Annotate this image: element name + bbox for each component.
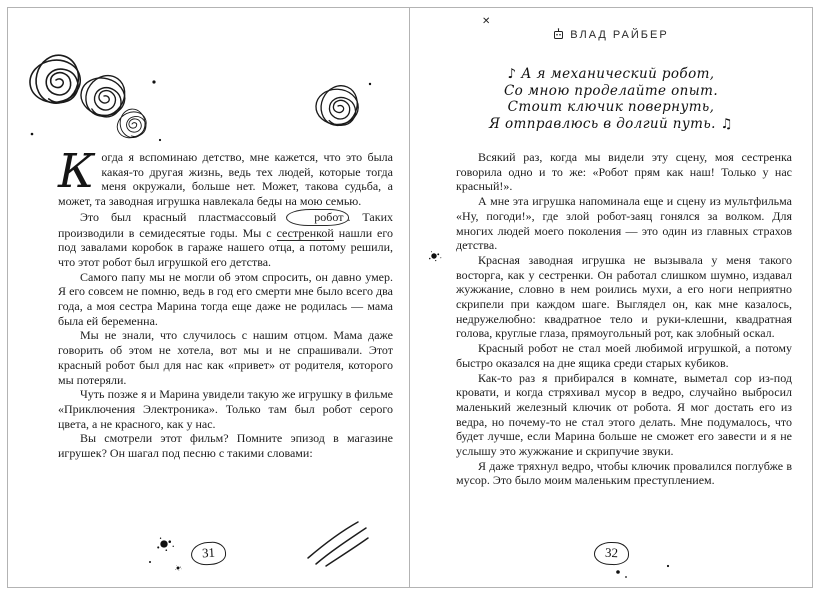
right-page-text <box>456 150 792 488</box>
x-mark-doodle: ✕ <box>482 16 491 27</box>
running-header-text: ВЛАД РАЙБЕР <box>570 28 669 41</box>
drop-cap: К <box>58 144 95 199</box>
verse-line: Стоит ключик повернуть, <box>507 99 715 115</box>
paragraph: Всякий раз, когда мы видели эту сцену, моя сестренка говорила одно и то же: «Робот прям как наш! Только у нас красный!». <box>456 150 792 194</box>
right-page-footer <box>410 542 812 565</box>
paragraph: Мы не знали, что случилось с нашим отцом. Мама даже говорить об этом не хотела, вот мы и не спрашивали. Этот красный робот был для нас как «привет» от родителя, которого мы потеряли. <box>58 328 393 387</box>
left-page-text <box>58 144 393 461</box>
running-header <box>410 28 812 44</box>
ink-splat <box>418 240 452 274</box>
page-number: 31 <box>190 541 226 566</box>
circle-annotation: робот <box>286 209 349 226</box>
paragraph: А мне эта игрушка напоминала еще и сцену из мультфильма «Ну, погоди!», где злой робот-заяц гонялся за волком. Для многих людей моего поколения — это один из главных страхов детства. <box>456 194 792 253</box>
paragraph: Когда я вспоминаю детство, мне кажется, что это была какая-то другая жизнь, ведь тех людей, которые тогда меня окружали, больше нет. Может, такова судьба, а может, та заводная игрушка навлекала беды на мою семью. <box>58 144 393 209</box>
rose-doodle <box>300 70 380 146</box>
song-verse <box>410 66 812 132</box>
underline-annotation: сестренкой <box>276 225 334 240</box>
paragraph: Это был красный пластмассовый робот . Таких производили в семидесятые годы. Мы с сестренкой нашли его под завалами коробок в гараже нашего отца, а потому решили, что этот робот был игрушкой его детства. <box>58 209 393 269</box>
page-left <box>8 8 410 587</box>
page-right <box>410 8 812 587</box>
verse-line: ♪ А я механический робот, <box>507 66 715 82</box>
verse-line: Со мною проделайте опыт. <box>503 82 719 99</box>
book-spread <box>7 7 813 588</box>
paragraph: Красная заводная игрушка не вызывала у меня такого восторга, как у сестренки. Он работал слишком шумно, издавал жужжание, словно в нем роились мухи, а его ноги неприятно скрипели при каждом шаге. Выглядел он, как мне казалось, недружелюбно: квадратное тело и руки-клешни, квадратная голова, круглые глаза, прямоугольный рот, как злобный оскал. <box>456 252 792 341</box>
page-number: 32 <box>593 541 629 565</box>
verse-line: Я отправлюсь в долгий путь. ♫ <box>489 115 733 132</box>
paragraph: Как-то раз я прибирался в комнате, выметал сор из-под кровати, и когда стряхивал мусор в ведро, случайно выбросил маленький железный ключик от робота. Я мог достать его из ведра, но почему-то не стал этого делать. Мне подумалось, что будет лучше, если Марина больше не сможет его завести и я не услышу это жужжание и скрипучие звуки. <box>456 370 792 459</box>
left-page-footer <box>8 542 409 565</box>
paragraph: Красный робот не стал моей любимой игрушкой, а потому быстро оказался на дне ящика среди старых кубиков. <box>456 341 792 370</box>
paragraph: Самого папу мы не могли об этом спросить, он давно умер. Я его совсем не помню, ведь в год его смерти мне было всего два года, а моя сестра Марина тогда еще даже не родилась — мама была ей беременна. <box>58 269 393 328</box>
robot-icon <box>553 28 564 41</box>
paragraph: Я даже тряхнул ведро, чтобы ключик провалился поглубже в мусор. Это было моим маленьким преступлением. <box>456 458 792 488</box>
rose-doodle-cluster <box>14 36 174 154</box>
paragraph: Вы смотрели этот фильм? Помните эпизод в магазине игрушек? Он шагал под песню с такими словами: <box>58 431 393 461</box>
paragraph: Чуть позже я и Марина увидели такую же игрушку в фильме «Приключения Электроника». Только там был робот серого цвета, а не красного, как у нас. <box>58 387 393 431</box>
